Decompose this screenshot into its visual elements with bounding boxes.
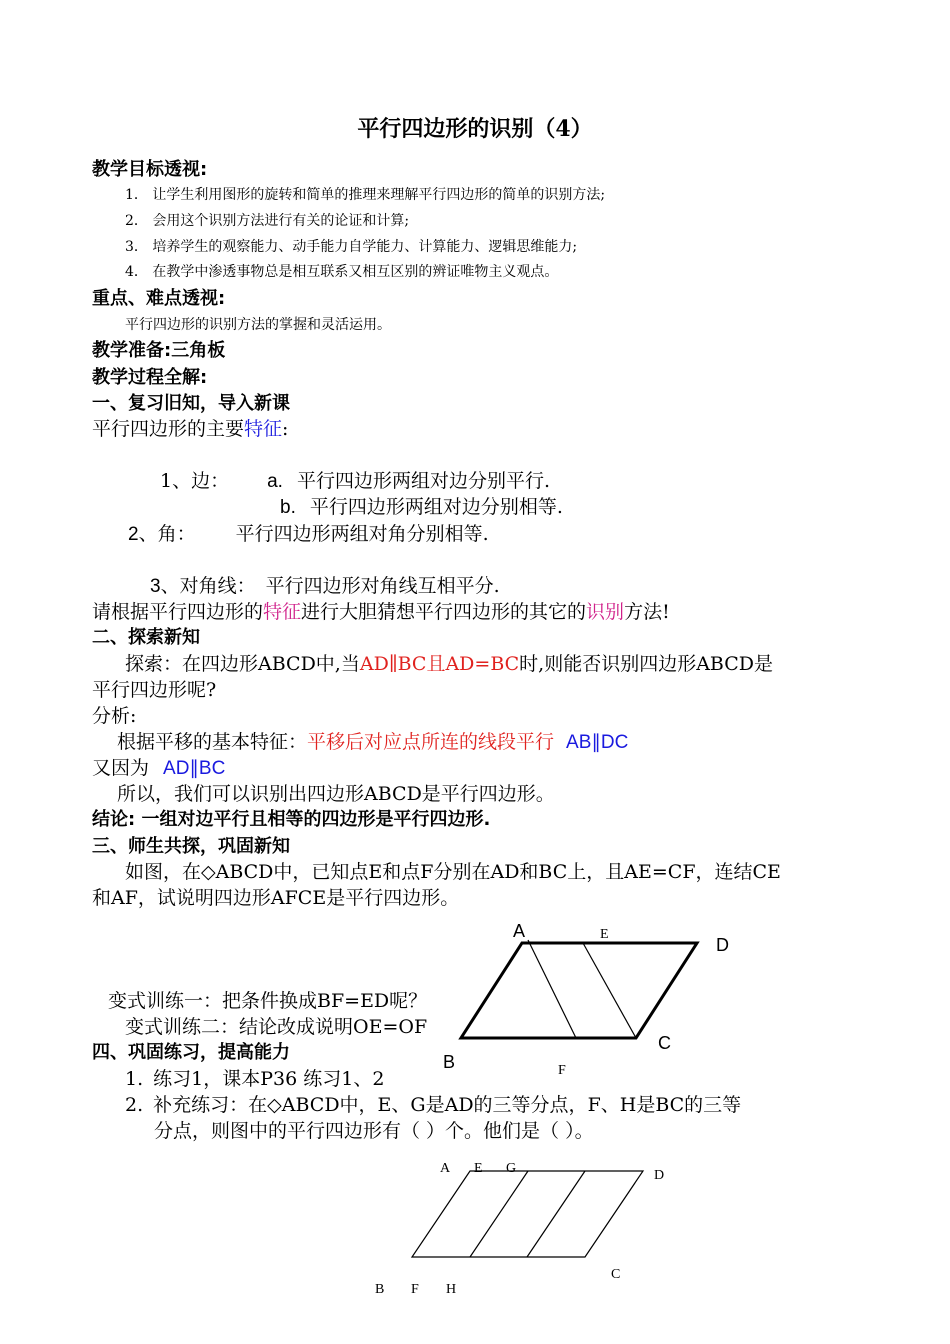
exercise-2: 2. 补充练习：在◇ABCD中，E、G是AD的三等分点，F、H是BC的三等	[125, 1094, 742, 1116]
therefore-line: 所以，我们可以识别出四边形ABCD是平行四边形。	[117, 783, 555, 805]
fig2-label-C: C	[611, 1267, 621, 1282]
fig2-label-G: G	[506, 1161, 517, 1176]
fig2-label-E: E	[474, 1161, 483, 1176]
fig1-label-C: C	[658, 1033, 671, 1053]
objective-item: 1． 让学生利用图形的旋转和简单的推理来理解平行四边形的简单的识别方法;	[125, 187, 606, 203]
fig1-label-F: F	[558, 1063, 566, 1078]
explore-line: 探索：在四边形ABCD中,当AD∥BC且AD=BC时,则能否识别四边形ABCD是	[125, 653, 774, 675]
section2-heading: 二、探索新知	[92, 627, 200, 648]
fig2-label-A: A	[440, 1161, 451, 1176]
exercise-1: 1. 练习1，课本P36 练习1、2	[125, 1068, 385, 1090]
prep-line: 教学准备:三角板	[92, 340, 226, 361]
side-property-a: 1、边： a. 平行四边形两组对边分别平行.	[160, 470, 550, 492]
fig1-label-B: B	[443, 1052, 456, 1072]
section1-heading: 一、复习旧知，导入新课	[92, 393, 290, 414]
process-heading: 教学过程全解:	[92, 367, 208, 388]
exercise-2-line-2: 分点，则图中的平行四边形有（ ）个。他们是（ ）。	[154, 1120, 594, 1142]
section3-heading: 三、师生共探，巩固新知	[92, 836, 290, 857]
keypoints-heading: 重点、难点透视:	[92, 288, 226, 309]
fig2-label-F: F	[411, 1282, 419, 1297]
guess-line: 请根据平行四边形的特征进行大胆猜想平行四边形的其它的识别方法!	[92, 601, 670, 623]
explore-line-2: 平行四边形呢?	[92, 679, 217, 701]
fig1-label-D: D	[716, 935, 729, 955]
problem-line-2: 和AF，试说明四边形AFCE是平行四边形。	[92, 887, 460, 909]
fig2-label-H: H	[446, 1282, 457, 1297]
translation-basis: 根据平移的基本特征：平移后对应点所连的线段平行 AB∥DC	[117, 731, 629, 753]
side-property-b: b. 平行四边形两组对边分别相等.	[280, 496, 563, 518]
objective-item: 2． 会用这个识别方法进行有关的论证和计算;	[125, 213, 410, 229]
fig1-label-A: A	[513, 921, 526, 941]
objective-item: 3． 培养学生的观察能力、动手能力自学能力、计算能力、逻辑思维能力;	[125, 239, 578, 255]
diagonal-property: 3、对角线： 平行四边形对角线互相平分.	[150, 575, 500, 597]
also-because: 又因为 AD∥BC	[92, 757, 226, 779]
variant-1: 变式训练一：把条件换成BF=ED呢？	[108, 990, 428, 1012]
conclusion: 结论: 一组对边平行且相等的四边形是平行四边形.	[92, 809, 491, 830]
angle-property: 2、角： 平行四边形两组对角分别相等.	[128, 523, 489, 545]
objectives-heading: 教学目标透视:	[92, 159, 208, 180]
fig2-label-B: B	[375, 1282, 385, 1297]
features-intro: 平行四边形的主要特征:	[92, 418, 289, 440]
fig2-label-D: D	[654, 1168, 665, 1183]
problem-line-1: 如图，在◇ABCD中，已知点E和点F分别在AD和BC上，且AE=CF，连结CE	[125, 861, 781, 883]
section4-heading: 四、巩固练习，提高能力	[92, 1042, 290, 1063]
objective-item: 4． 在教学中渗透事物总是相互联系又相互区别的辨证唯物主义观点。	[125, 264, 559, 280]
analysis-label: 分析:	[92, 705, 137, 727]
keypoints-text: 平行四边形的识别方法的掌握和灵活运用。	[125, 317, 391, 333]
variant-2: 变式训练二：结论改成说明OE=OF	[125, 1016, 428, 1038]
page-title: 平行四边形的识别（4）	[357, 116, 593, 142]
fig1-label-E: E	[600, 927, 609, 942]
